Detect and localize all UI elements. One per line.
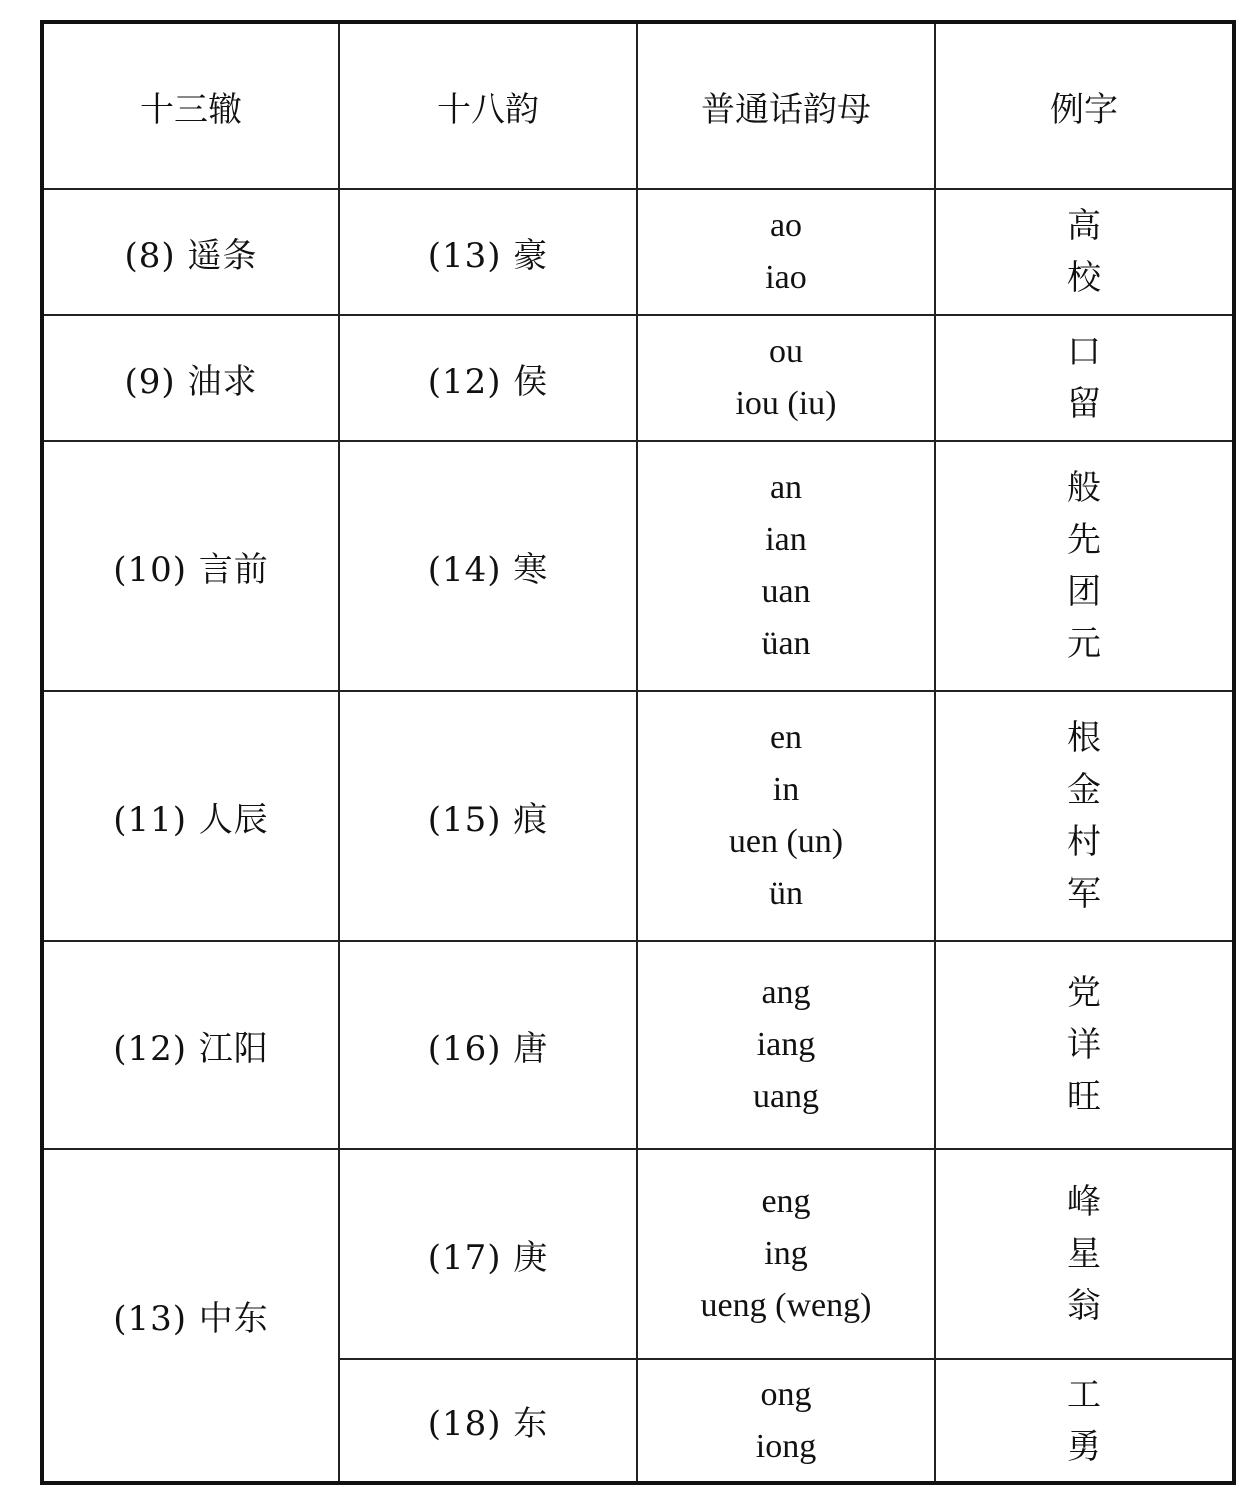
char-item: 留 — [1067, 384, 1101, 424]
yun-cell: (14) 寒 — [339, 441, 637, 691]
finals-cell — [637, 189, 935, 315]
char-item: 校 — [1067, 258, 1101, 298]
char-item: 军 — [1067, 874, 1101, 914]
zhe-cell: (13) 中东 — [42, 1149, 339, 1483]
final-item: uen (un) — [728, 823, 844, 860]
chars-cell — [935, 189, 1234, 315]
zhe-cell: (10) 言前 — [42, 441, 339, 691]
final-item: iong — [755, 1427, 817, 1465]
final-item: iao — [765, 259, 807, 296]
char-item: 翁 — [1067, 1286, 1101, 1326]
final-item: an — [769, 469, 803, 506]
chars-cell — [935, 1359, 1234, 1483]
finals-cell — [637, 1359, 935, 1483]
char-item: 口 — [1067, 332, 1101, 372]
chars-cell — [935, 691, 1234, 941]
rhyme-table — [40, 20, 1236, 1485]
final-item: ao — [769, 207, 803, 244]
final-item: üan — [761, 625, 811, 662]
final-item: iou (iu) — [735, 385, 837, 422]
yun-cell: (13) 豪 — [339, 189, 637, 315]
yun-cell: (12) 侯 — [339, 315, 637, 441]
header-putonghua-finals: 普通话韵母 — [637, 22, 935, 189]
final-item: ün — [769, 875, 803, 912]
char-item: 党 — [1067, 973, 1101, 1013]
yun-cell: (16) 唐 — [339, 941, 637, 1149]
final-item: iang — [756, 1026, 816, 1063]
char-item: 团 — [1067, 572, 1101, 612]
char-item: 旺 — [1067, 1077, 1101, 1117]
char-item: 般 — [1067, 468, 1101, 508]
final-item: ing — [764, 1235, 808, 1272]
finals-cell — [637, 1149, 935, 1359]
zhe-cell: (12) 江阳 — [42, 941, 339, 1149]
zhe-cell: (11) 人辰 — [42, 691, 339, 941]
chars-cell — [935, 1149, 1234, 1359]
final-item: uan — [761, 573, 811, 610]
final-item: eng — [761, 1183, 811, 1220]
final-item: ueng (weng) — [700, 1287, 872, 1324]
chars-cell — [935, 941, 1234, 1149]
table-row — [42, 1149, 1234, 1359]
char-item: 元 — [1067, 624, 1101, 664]
header-example-chars: 例字 — [935, 22, 1234, 189]
finals-cell — [637, 315, 935, 441]
final-item: ou — [769, 333, 803, 370]
yun-cell: (15) 痕 — [339, 691, 637, 941]
char-item: 详 — [1067, 1025, 1101, 1065]
finals-cell — [637, 691, 935, 941]
finals-cell — [637, 441, 935, 691]
char-item: 峰 — [1067, 1182, 1101, 1222]
zhe-cell: (8) 遥条 — [42, 189, 339, 315]
char-item: 工 — [1067, 1374, 1101, 1415]
final-item: uang — [752, 1078, 820, 1115]
zhe-cell: (9) 油求 — [42, 315, 339, 441]
char-item: 勇 — [1067, 1426, 1101, 1467]
table-row — [42, 941, 1234, 1149]
chars-cell — [935, 315, 1234, 441]
header-row — [42, 22, 1234, 189]
table-row — [42, 691, 1234, 941]
final-item: ang — [761, 974, 811, 1011]
yun-cell: (18) 东 — [339, 1359, 637, 1483]
table-row — [42, 315, 1234, 441]
table-row — [42, 441, 1234, 691]
final-item: en — [769, 719, 803, 756]
chars-cell — [935, 441, 1234, 691]
char-item: 根 — [1067, 718, 1101, 758]
yun-cell: (17) 庚 — [339, 1149, 637, 1359]
char-item: 村 — [1067, 822, 1101, 862]
char-item: 先 — [1067, 520, 1101, 560]
char-item: 星 — [1067, 1234, 1101, 1274]
final-item: ian — [765, 521, 807, 558]
header-thirteen-zhe: 十三辙 — [42, 22, 339, 189]
final-item: in — [772, 771, 800, 808]
char-item: 金 — [1067, 770, 1101, 810]
final-item: ong — [760, 1375, 812, 1413]
finals-cell — [637, 941, 935, 1149]
header-eighteen-yun: 十八韵 — [339, 22, 637, 189]
table-row — [42, 189, 1234, 315]
char-item: 高 — [1067, 206, 1101, 246]
